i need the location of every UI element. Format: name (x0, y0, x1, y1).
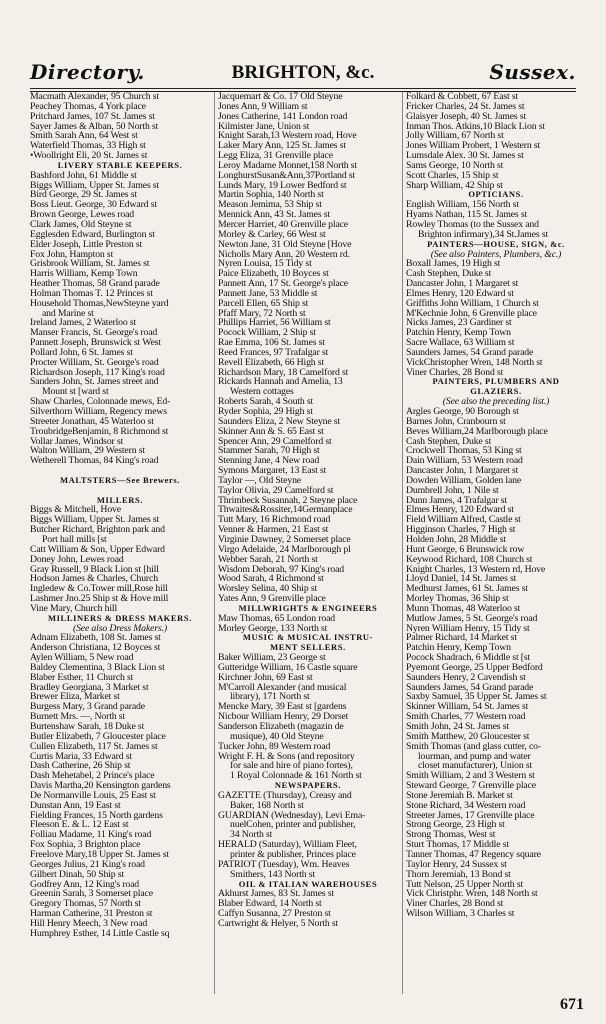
directory-entry: Smith Charles, 77 Western road (406, 712, 526, 722)
directory-entry: Bird George, 29 St. James st (30, 190, 137, 201)
directory-entry: Knight Sarah,13 Western road, Hove (218, 131, 357, 142)
directory-entry: Pritchard James, 107 St. James st (30, 111, 155, 122)
directory-entry: Freelove Mary,18 Upper St. James st (30, 849, 169, 860)
directory-entry: Sams George, 10 North st (406, 160, 504, 171)
directory-entry (30, 466, 210, 476)
directory-entry: Legg Eliza, 31 Grenville place (218, 151, 333, 161)
directory-entry: Sharp William, 42 Ship st (406, 180, 503, 191)
directory-entry: Harris William, Kemp Town (30, 269, 138, 280)
directory-entry: Martin Sophia, 140 North st (218, 190, 324, 201)
directory-entry: Stenning Jane, 4 New road (218, 456, 320, 467)
directory-entry: Port hall mills [st (42, 534, 107, 545)
directory-entry: Ingledew & Co.Tower mill,Rose hill (30, 584, 168, 595)
directory-entry: Mutlow James, 5 St. George's road (406, 613, 538, 624)
directory-entry: Catt William & Son, Upper Edward (30, 544, 165, 555)
column-2 (214, 92, 398, 994)
directory-entry: LonghurstSusan&Ann,37Portland st (218, 170, 356, 181)
directory-entry: Ireland James, 2 Waterloo st (30, 318, 137, 329)
directory-entry: Boss Lieut. George, 30 Edward st (30, 200, 157, 211)
directory-entry: Barnes John, Cranbourn st (406, 416, 506, 427)
directory-entry: Ryder Sophia, 29 High st (218, 407, 313, 417)
directory-entry: Maw Thomas, 65 London road (218, 613, 335, 624)
directory-entry: Household Thomas,NewSteyne yard (30, 298, 169, 309)
directory-entry: Gilbert Dinah, 50 Ship st (30, 869, 125, 880)
directory-entry: Doney John, Lewes road (30, 554, 124, 565)
directory-entry: Beves William,24 Marlborough place (406, 426, 548, 437)
section-note: (See also Dress Makers.) (72, 623, 168, 634)
directory-entry: GAZETTE (Thursday), Creasy and (218, 790, 352, 801)
directory-entry: Jones Catherine, 141 London road (218, 111, 348, 122)
page-number: 671 (560, 996, 584, 1013)
section-heading: MUSIC & MUSICAL INSTRU- (242, 633, 374, 643)
directory-entry: Mencke Mary, 39 East st [gardens (218, 702, 347, 713)
directory-columns (30, 92, 586, 994)
directory-entry: Vollar James, Windsor st (30, 436, 124, 447)
directory-entry: Tanner Thomas, 47 Regency square (406, 849, 541, 860)
directory-entry: Elder Joseph, Little Preston st (30, 239, 143, 250)
section-heading: MILLERS. (96, 495, 144, 505)
directory-entry: Sanders John, St. James street and (30, 377, 159, 388)
section-heading: OIL & ITALIAN WAREHOUSES (238, 879, 378, 889)
directory-entry: Crockwell Thomas, 53 King st (406, 446, 522, 457)
directory-entry: Pocock William, 2 Ship st (218, 328, 316, 339)
directory-entry: Pyemont George, 25 Upper Bedford (406, 662, 543, 673)
directory-entry: Macmath Alexander, 95 Church st (30, 92, 159, 102)
directory-entry: Viner Charles, 28 Bond st (406, 899, 504, 910)
directory-entry: Hunt George, 6 Brunswick row (406, 544, 525, 555)
directory-entry: Morley George, 133 North st (218, 623, 328, 634)
directory-entry: Stammer Sarah, 70 High st (218, 446, 320, 457)
directory-entry: Dunstan Ann, 19 East st (30, 800, 121, 811)
directory-entry: Adnam Elizabeth, 108 St. James st (30, 633, 161, 644)
directory-entry: printer & publisher, Princes place (230, 849, 356, 860)
directory-entry: Venner & Harmen, 21 East st (218, 525, 329, 535)
directory-entry: Medhurst James, 61 St. James st (406, 584, 528, 595)
directory-entry: Knight Charles, 13 Western rd, Hove (406, 564, 546, 575)
directory-entry: Richardson Mary, 18 Camelford st (218, 367, 349, 378)
directory-entry: Smith Thomas (and glass cutter, co- (406, 741, 541, 752)
directory-entry: Pannett Joseph, Brunswick st West (30, 338, 161, 348)
directory-entry: Egglesden Edward, Burlington st (30, 229, 155, 240)
directory-entry: Sanderson Elizabeth (magazin de (218, 722, 344, 732)
directory-entry: Streeter James, 17 Grenville place (406, 810, 535, 821)
directory-entry: Keywood Richard, 108 Church st (406, 554, 533, 565)
directory-entry: Phillips Harriet, 56 William st (218, 318, 331, 329)
directory-entry: Tutt Mary, 16 Richmond road (218, 515, 331, 526)
directory-entry: Field William Alfred, Castle st (406, 515, 521, 526)
directory-entry: Virgo Adelaide, 24 Marlborough pl (218, 544, 351, 555)
directory-entry: Procter William, St. George's road (30, 357, 159, 368)
directory-entry: Boxall James, 19 High st (406, 259, 501, 270)
directory-entry: Laker Mary Ann, 125 St. James st (218, 141, 346, 152)
directory-entry: for sale and hire of piano fortes), (230, 761, 353, 772)
directory-entry: Aylen William, 5 New road (30, 653, 134, 663)
directory-entry: Dunn James, 4 Trafalgar st (406, 495, 507, 506)
directory-entry: HERALD (Saturday), William Fleet, (218, 840, 357, 850)
directory-entry: Patchin Henry, Kemp Town (406, 328, 511, 339)
directory-entry: PATRIOT (Tuesday), Wm. Heaves (218, 859, 350, 870)
directory-entry: Bashford John, 61 Middle st (30, 170, 137, 181)
directory-entry: Richardson Joseph, 117 King's road (30, 367, 165, 378)
directory-entry: Saunders Eliza, 2 New Steyne st (218, 416, 341, 427)
header-left: Directory. (30, 60, 145, 84)
directory-entry: 34 North st (230, 830, 273, 841)
directory-entry: Jacquemart & Co. 17 Old Steyne (218, 92, 343, 102)
directory-entry: Wisdom Deborah, 97 King's road (218, 564, 345, 575)
directory-entry: Jolly William, 67 North st (406, 131, 504, 142)
directory-entry: Dash Catherine, 26 Ship st (30, 761, 131, 772)
directory-entry: Morley Thomas, 36 Ship st (406, 594, 509, 604)
directory-entry: Lloyd Daniel, 14 St. James st (406, 574, 517, 585)
directory-entry: GUARDIAN (Wednesday), Levi Ema- (218, 810, 366, 821)
directory-entry: Vick Christphr. Wren, 148 North st (406, 889, 538, 900)
directory-entry: Dumbrell John, 1 Nile st (406, 485, 499, 496)
directory-entry: Curtis Maria, 33 Edward st (30, 751, 132, 762)
directory-entry: •Woollright Eli, 20 St. James st (30, 151, 148, 161)
directory-entry: Jones William Probert, 1 Western st (406, 141, 541, 152)
section-heading: MALTSTERS—See Brewers. (60, 475, 180, 485)
directory-entry: Saunders James, 54 Grand parade (406, 347, 534, 358)
directory-entry: English William, 156 North st (406, 200, 519, 211)
directory-entry: VickChristopher Wren, 148 North st (406, 357, 543, 368)
directory-entry: Strong Thomas, West st (406, 830, 496, 841)
directory-entry: Brewer Eliza, Market st (30, 692, 120, 703)
directory-entry: Georges Julius, 21 King's road (30, 859, 145, 870)
directory-entry: 1 Royal Colonnade & 161 North st (230, 771, 362, 782)
directory-entry: Elmes Henry, 120 Edward st (406, 505, 514, 516)
directory-entry: Kilmister Jane, Union st (218, 121, 310, 132)
directory-entry: Fox Sophia, 3 Brighton place (30, 840, 141, 850)
directory-entry: Godfrey Ann, 12 King's road (30, 879, 140, 890)
directory-entry: Sturt Thomas, 17 Middle st (406, 840, 509, 850)
directory-entry: Shaw Charles, Colonnade mews, Ed- (30, 397, 171, 407)
directory-entry: Waterfield Thomas, 33 High st (30, 141, 146, 152)
directory-entry: Hill Henry Meech, 3 New road (30, 918, 148, 929)
section-heading: NEWSPAPERS. (274, 781, 342, 791)
section-heading: OPTICIANS. (468, 190, 524, 200)
directory-entry: Dain William, 53 Western road (406, 456, 523, 467)
directory-entry: Fox John, Hampton st (30, 249, 114, 260)
directory-entry: Parcell Ellen, 65 Ship st (218, 298, 309, 309)
directory-entry: Smith Sarah Ann, 64 West st (30, 131, 138, 142)
directory-entry: Gutteridge William, 16 Castle square (218, 662, 358, 673)
directory-entry: Wright F. H. & Sons (and repository (218, 751, 355, 762)
directory-entry: Nicbour William Henry, 29 Dorset (218, 712, 349, 722)
directory-entry: Pannett Ann, 17 St. George's place (218, 279, 348, 289)
directory-entry: Mercer Harriet, 40 Grenville place (218, 219, 348, 230)
section-heading: GLAZIERS. (470, 387, 522, 397)
directory-entry: M'Kechnie John, 6 Grenville place (406, 308, 537, 319)
directory-entry: Saunders Henry, 2 Cavendish st (406, 672, 526, 683)
directory-entry: Davis Martha,20 Kensington gardens (30, 781, 171, 791)
directory-entry: Fleeson E. & L. 12 East st (30, 820, 129, 831)
section-heading: MENT SELLERS. (270, 643, 346, 653)
directory-entry: Biggs William, Upper St. James st (30, 515, 160, 526)
section-heading: PAINTERS—HOUSE, SIGN, &c. (427, 239, 565, 249)
directory-entry: Kirchner John, 69 East st (218, 672, 313, 683)
directory-entry: Cullen Elizabeth, 117 St. James st (30, 741, 158, 752)
directory-entry: Stone Jeremiah B. Market st (406, 790, 513, 801)
directory-entry: Baker, 168 North st (230, 800, 304, 811)
directory-entry: musique), 40 Old Steyne (230, 731, 324, 742)
directory-entry: library), 171 North st (230, 692, 310, 703)
directory-entry: Webber Sarah, 21 North st (218, 554, 318, 565)
section-note: (See also Painters, Plumbers, &c.) (430, 249, 562, 260)
directory-entry: Nyren Louisa, 15 Tidy st (218, 259, 312, 270)
directory-entry: Thrimbeck Susannah, 2 Steyne place (218, 495, 358, 506)
directory-entry: Leroy Madame Monnet,158 North st (218, 160, 357, 171)
directory-entry: Clark James, Old Steyne st (30, 219, 132, 230)
directory-entry: Argles George, 90 Borough st (406, 407, 519, 417)
directory-entry: closet manufacturer), Union st (418, 761, 533, 772)
directory-entry: Griffiths John William, 1 Church st (406, 298, 539, 309)
directory-entry: Rae Emma, 106 St. James st (218, 338, 325, 348)
directory-entry: and Marine st (42, 308, 94, 319)
directory-entry: Spencer Ann, 29 Camelford st (218, 436, 332, 447)
directory-entry: Streeter Jonathan, 45 Waterloo st (30, 416, 154, 427)
directory-entry: Patchin Henry, Kemp Town (406, 643, 511, 654)
directory-entry: Virginie Dawney, 2 Somerset place (218, 534, 351, 545)
section-heading: MILLWRIGHTS & ENGINEERS (238, 603, 378, 613)
directory-entry: Worsley Selina, 40 Ship st (218, 584, 318, 595)
directory-entry: Strong George, 23 High st (406, 820, 505, 831)
directory-entry: Tutt Nelson, 25 Upper North st (406, 879, 524, 890)
directory-entry: Newton Jane, 31 Old Steyne [Hove (218, 239, 352, 250)
directory-entry: Folliau Madame, 11 King's road (30, 830, 152, 841)
directory-entry: Smith Matthew, 20 Gloucester st (406, 731, 530, 742)
directory-entry: Brighton infirmary),34 St.James st (418, 229, 549, 240)
directory-entry: Thorn Jeremiah, 13 Bond st (406, 869, 511, 880)
directory-entry: M'Carroll Alexander (and musical (218, 682, 347, 693)
directory-entry: Burgess Mary, 3 Grand parade (30, 702, 145, 713)
directory-entry: Fielding Frances, 15 North gardens (30, 810, 163, 821)
directory-entry: Dancaster John, 1 Margaret st (406, 466, 519, 476)
directory-entry: Baker William, 23 George st (218, 653, 326, 663)
directory-entry: Nyren William Henry, 15 Tidy st (406, 623, 530, 634)
directory-entry: Pollard John, 6 St. James st (30, 347, 133, 358)
directory-entry: Anderson Christiana, 12 Boyces st (30, 643, 161, 654)
directory-entry: Steward George, 7 Grenville place (406, 781, 536, 791)
directory-entry: Taylor Henry, 24 Sussex st (406, 859, 507, 870)
directory-entry: Smithers, 143 North st (230, 869, 315, 880)
directory-entry: Nicholls Mary Ann, 20 Western rd. (218, 249, 350, 260)
directory-entry: Dash Mehetabel, 2 Prince's place (30, 771, 155, 782)
directory-entry: Pfaff Mary, 72 North st (218, 308, 306, 319)
directory-entry: Cash Stephen, Duke st (406, 269, 492, 280)
directory-entry: Rickards Hannah and Amelia, 13 (218, 377, 343, 388)
directory-entry: Meason Jemima, 53 Ship st (218, 200, 322, 211)
directory-entry: Lunds Mary, 19 Lower Bedford st (218, 180, 347, 191)
directory-entry: Caffyn Susanna, 27 Preston st (218, 909, 331, 919)
directory-entry: Brown George, Lewes road (30, 210, 134, 220)
directory-entry: Skinner William, 54 St. James st (406, 702, 529, 713)
directory-entry: Blaber Edward, 14 North st (218, 899, 322, 910)
directory-entry: Tucker John, 89 Western road (218, 741, 331, 752)
directory-entry: Harman Catherine, 31 Preston st (30, 909, 153, 919)
directory-entry: Butcher Richard, Brighton park and (30, 525, 165, 535)
directory-entry: Dancaster John, 1 Margaret st (406, 279, 519, 289)
directory-entry: Lumsdale Alex. 30 St. James st (406, 151, 524, 161)
directory-entry: Higginson Charles, 7 High st (406, 525, 516, 535)
directory-entry: Sayer James & Alban, 50 North st (30, 121, 159, 132)
directory-entry: Western cottages (230, 387, 294, 398)
directory-entry: Heather Thomas, 58 Grand parade (30, 279, 160, 289)
directory-entry: Folkard & Cobbett, 67 East st (406, 92, 519, 102)
directory-entry: Holman Thomas T. 12 Princes st (30, 288, 153, 299)
directory-entry: Burtenshaw Sarah, 18 Duke st (30, 722, 145, 732)
directory-entry: Hodson James & Charles, Church (30, 574, 158, 585)
directory-entry: Yates Ann, 9 Grenville place (218, 594, 326, 604)
directory-entry: Silverthorn William, Regency mews (30, 407, 167, 417)
directory-entry: Cartwright & Helyer, 5 North st (218, 918, 339, 929)
directory-entry: Fricker Charles, 24 St. James st (406, 101, 525, 112)
directory-entry: lourman, and pump and water (418, 751, 531, 762)
directory-entry: Glaisyer Joseph, 40 St. James st (406, 111, 527, 122)
directory-entry (30, 486, 210, 496)
directory-entry: Roberts Sarah, 4 South st (218, 397, 314, 407)
directory-entry: Stone Richard, 34 Western road (406, 800, 526, 811)
directory-entry: Sacre Wallace, 63 William st (406, 338, 515, 348)
directory-entry: De Normanville Louis, 25 East st (30, 790, 156, 801)
header-title: BRIGHTON, &c. (231, 62, 375, 83)
directory-entry: Smith William, 2 and 3 Western st (406, 771, 535, 782)
directory-entry: Greenin Sarah, 3 Somerset place (30, 889, 153, 900)
directory-entry: Elmes Henry, 120 Edward st (406, 288, 514, 299)
directory-entry: Gray Russell, 9 Black Lion st [hill (30, 564, 159, 575)
directory-entry: Walton William, 29 Western st (30, 446, 145, 457)
header-right: Sussex. (489, 60, 576, 84)
directory-entry: Cash Stephen, Duke st (406, 436, 492, 447)
directory-entry: Bradley Georgiana, 3 Market st (30, 682, 149, 693)
directory-entry: Nicks James, 23 Gardiner st (406, 318, 512, 329)
directory-entry: Taylor Olivia, 29 Camelford st (218, 485, 334, 496)
directory-entry: nuelCohen, printer and publisher, (230, 820, 356, 831)
directory-entry: Inman Thos. Atkins,10 Black Lion st (406, 121, 545, 132)
directory-entry: Grisbrook William, St. James st (30, 259, 150, 270)
page-header (30, 58, 576, 90)
directory-entry: Lashmer Jno.25 Ship st & Hove mill (30, 594, 169, 604)
directory-entry: Saunders James, 54 Grand parade (406, 682, 534, 693)
directory-entry: Manser Francis, St. George's road (30, 328, 158, 339)
section-heading: PAINTERS, PLUMBERS AND (432, 377, 560, 387)
directory-entry: Pannett Jane, 53 Middle st (218, 288, 318, 299)
directory-entry: Pocock Shadrach, 6 Middle st [st (406, 653, 531, 663)
directory-entry: Biggs William, Upper St. James st (30, 180, 160, 191)
directory-entry: Paice Elizabeth, 10 Boyces st (218, 269, 329, 280)
directory-entry: Reed Frances, 97 Trafalgar st (218, 347, 329, 358)
directory-entry: Viner Charles, 28 Bond st (406, 367, 504, 378)
directory-entry: Burnett Mrs. —, North st (30, 712, 125, 722)
directory-entry: Akhurst James, 83 St. James st (218, 889, 335, 900)
directory-entry: Revell Elizabeth, 66 High st (218, 357, 325, 368)
directory-entry: Smith John, 24 St. James st (406, 722, 509, 732)
directory-entry: Holden John, 28 Middle st (406, 534, 506, 545)
column-1 (30, 92, 210, 994)
directory-entry: Jones Ann, 9 William st (218, 101, 308, 112)
directory-entry: Peachey Thomas, 4 York place (30, 101, 146, 112)
directory-entry: Symons Margaret, 13 East st (218, 466, 327, 476)
directory-entry: Hyams Nathan, 115 St. James st (406, 210, 528, 220)
directory-entry: Wetherell Thomas, 84 King's road (30, 456, 159, 467)
directory-entry: Dowden William, Golden lane (406, 475, 522, 486)
directory-entry: Morley & Carley, 66 West st (218, 229, 326, 240)
directory-entry: Rowley Thomas (to the Sussex and (406, 219, 539, 230)
section-heading: MILLINERS & DRESS MAKERS. (48, 613, 192, 623)
directory-entry: Baldey Clementina, 3 Black Lion st (30, 662, 165, 673)
directory-entry: Humphrey Esther, 14 Little Castle sq (30, 928, 170, 939)
directory-entry: Wood Sarah, 4 Richmond st (218, 574, 324, 585)
directory-entry: Butler Elizabeth, 7 Gloucester place (30, 731, 166, 742)
directory-entry: Munn Thomas, 48 Waterloo st (406, 603, 521, 614)
directory-entry: Gregory Thomas, 57 North st (30, 899, 141, 910)
directory-entry: Scott Charles, 15 Ship st (406, 170, 499, 181)
directory-entry: Skinner Ann & S. 65 East st (218, 426, 324, 437)
section-note: (See also the preceding list.) (442, 397, 550, 407)
directory-entry: TroubridgeBenjamin, 8 Richmond st (30, 426, 169, 437)
directory-entry: Mount st [ward st (42, 387, 109, 398)
directory-entry: Biggs & Mitchell, Hove (30, 505, 121, 516)
directory-entry: Blaber Esther, 11 Church st (30, 672, 134, 683)
directory-entry: Vine Mary, Church hill (30, 603, 118, 614)
directory-entry: Mennick Ann, 43 St. James st (218, 210, 330, 220)
directory-entry: Palmer Richard, 14 Market st (406, 633, 517, 644)
column-3 (402, 92, 586, 994)
directory-entry: Saxby Samuel, 35 Upper St. James st (406, 692, 547, 703)
directory-entry: Taylor —, Old Steyne (218, 475, 301, 486)
directory-entry: Thwaites&Rossiter,14Germanplace (218, 505, 353, 516)
directory-entry: Wilson William, 3 Charles st (406, 909, 515, 919)
section-heading: LIVERY STABLE KEEPERS. (57, 160, 183, 170)
